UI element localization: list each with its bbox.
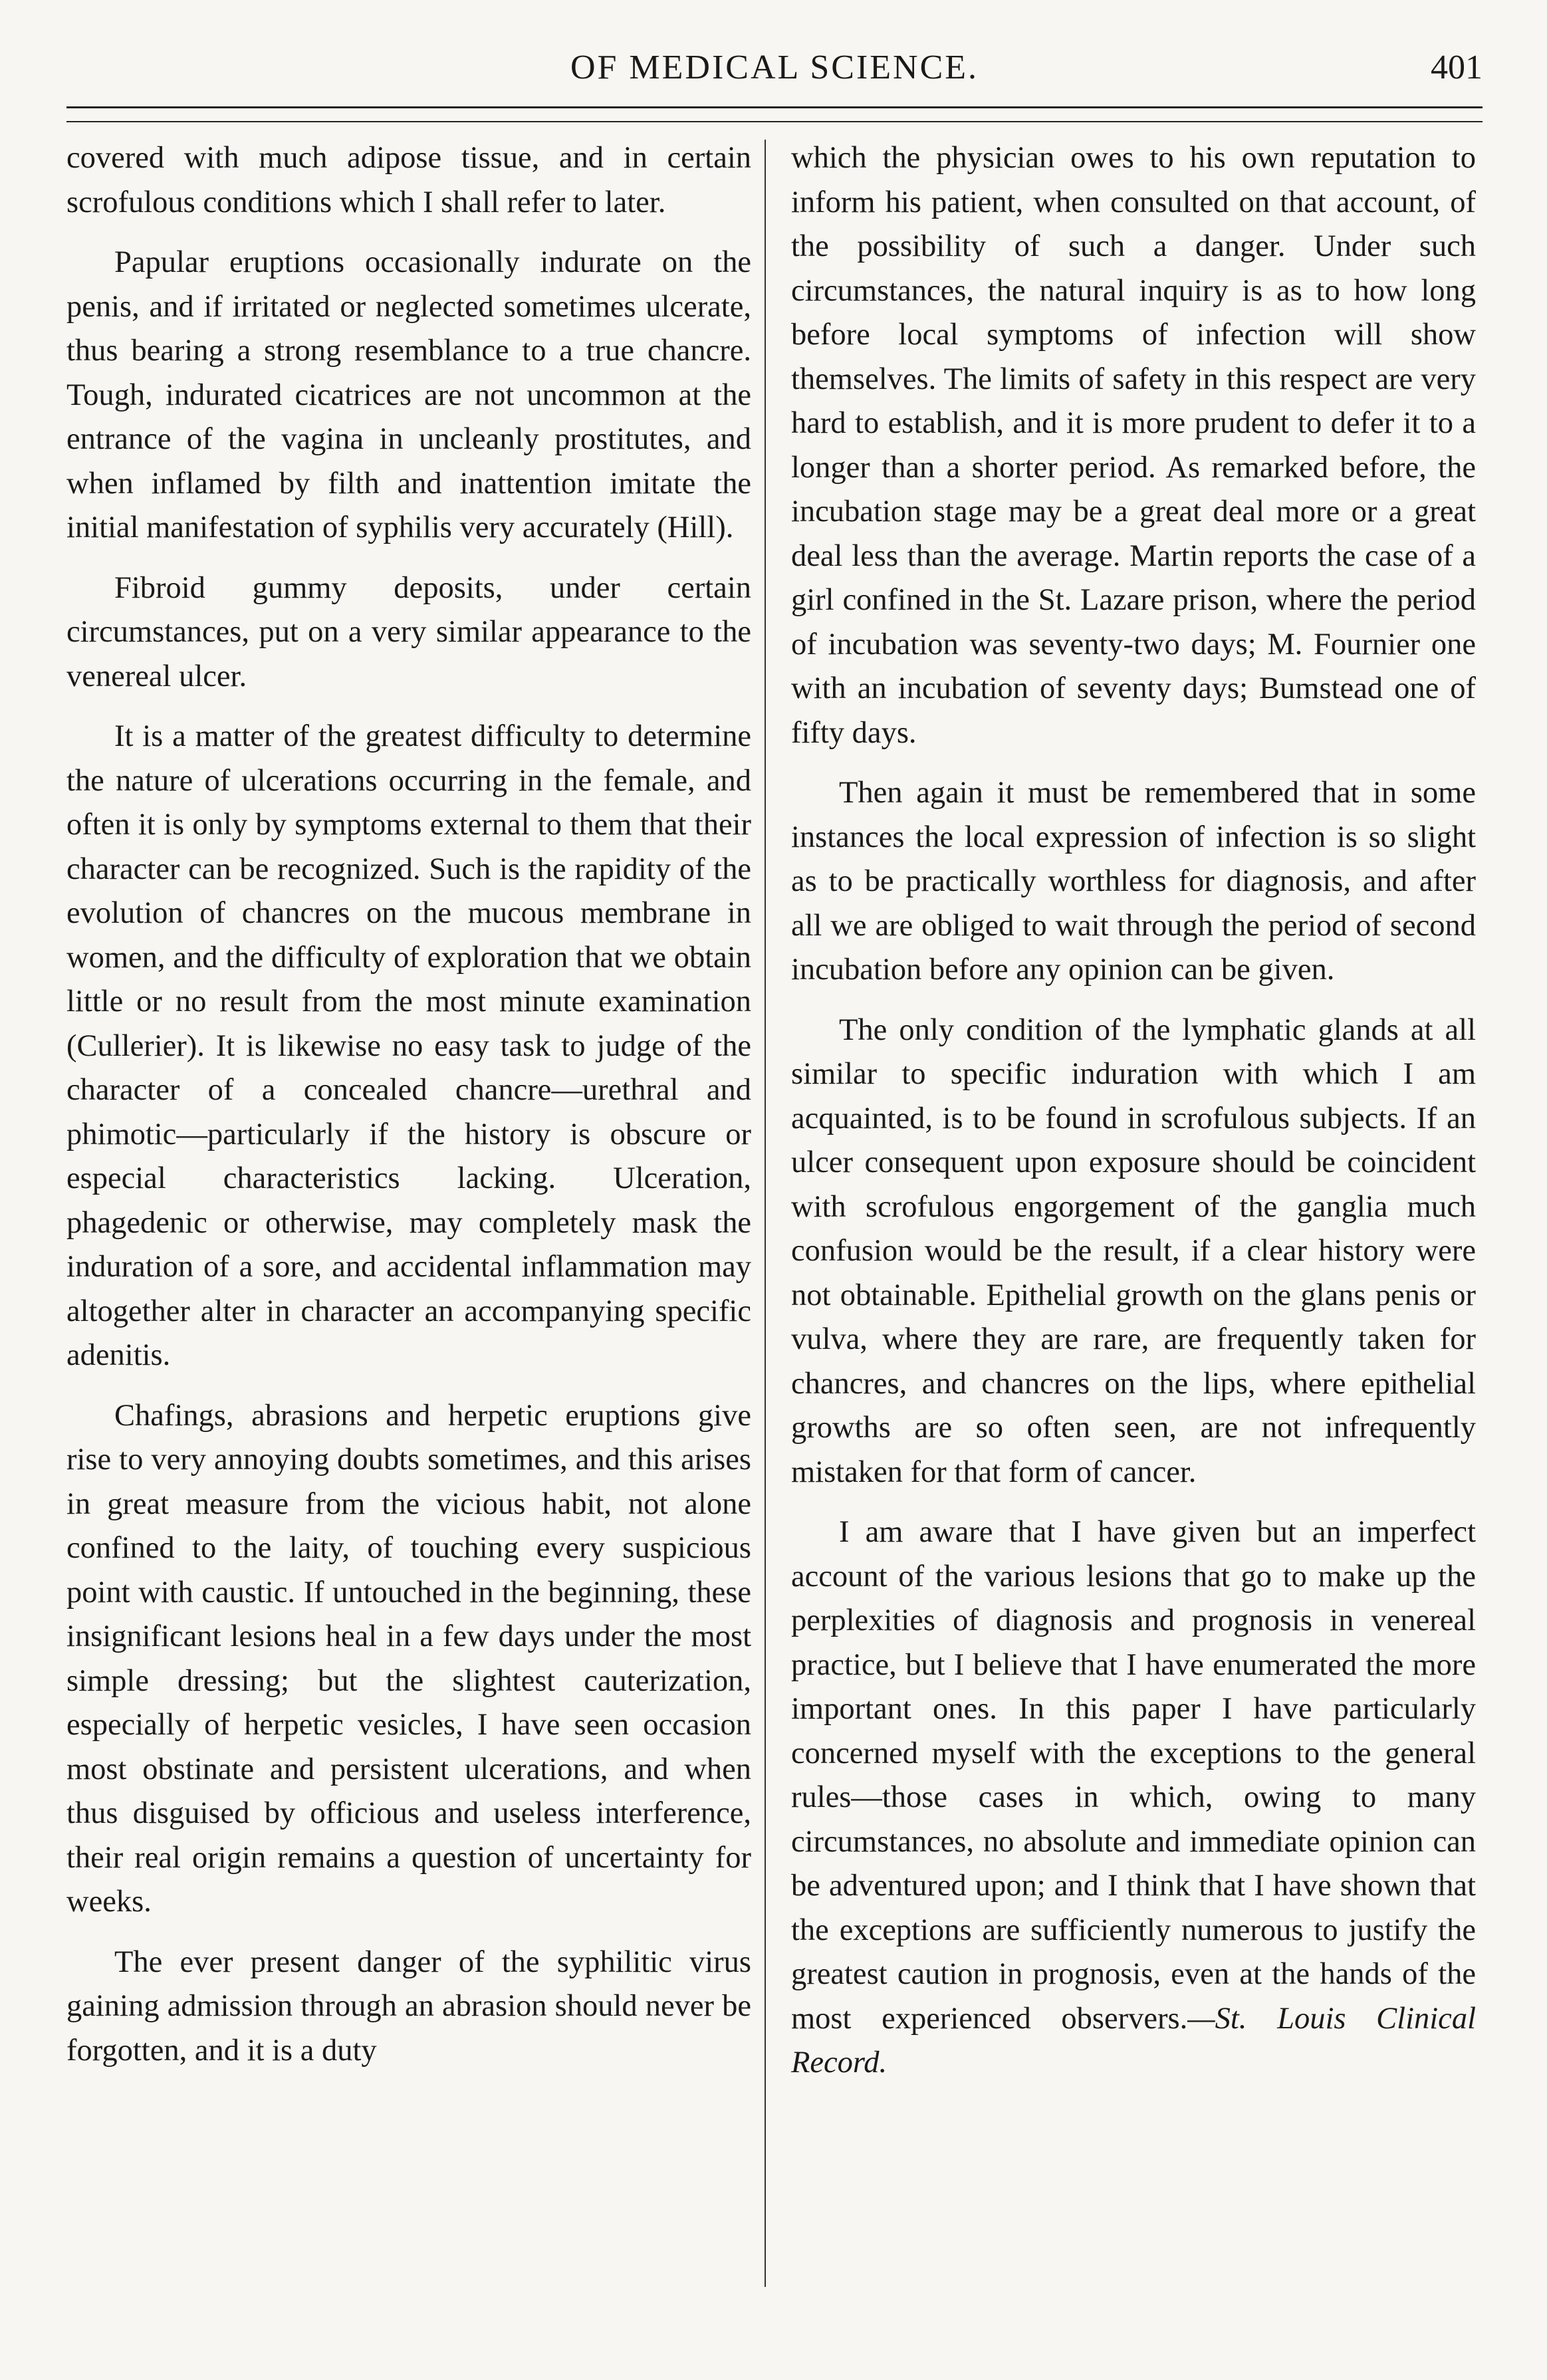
paragraph: Chafings, abrasions and herpetic eruptions give rise to very annoying doubts sometimes, and this arises in great measure from the vicious habit, not alone confined to the laity, of touching every suspicious point with caustic. If untouched in the beginning, these insignificant lesions heal in a few days under the most simple dressing; but the slightest cauterization, especially of herpetic vesicles, I have seen occasion most obstinate and persistent ulcerations, and when thus disguised by officious and useless interference, their real origin remains a question of uncertainty for weeks. [66, 1398, 751, 1919]
left-column [66, 136, 751, 2073]
closing-paragraph [791, 1510, 1476, 2085]
column-divider [765, 140, 766, 2287]
header-rule-bottom [66, 121, 1483, 122]
page-header [66, 40, 1483, 93]
right-column [791, 136, 1476, 2085]
paragraph: It is a matter of the greatest difficulty to determine the nature of ulcerations occurring in the female, and often it is only by symptoms external to them that their character can be recognized. Such is the rapidity of the evolution of chancres on the mucous membrane in women, and the difficulty of exploration that we obtain little or no result from the most minute examination (Cullerier). It is likewise no easy task to judge of the character of a concealed chancre—urethral and phimotic—particularly if the history is obscure or especial characteristics lacking. Ulceration, phagedenic or otherwise, may completely mask the induration of a sore, and accidental inflammation may altogether alter in character an accompanying specific adenitis. [66, 719, 751, 1372]
paragraph: Fibroid gummy deposits, under certain circumstances, put on a very similar appearance to the venereal ulcer. [66, 570, 751, 693]
paragraph: Then again it must be remembered that in some instances the local expression of infection is so slight as to be practically worthless for diagnosis, and after all we are obliged to wait through the period of second incubation before any opinion can be given. [791, 776, 1476, 987]
paragraph-text: I am aware that I have given but an imperfect account of the various lesions that go to make up the perplexities of diagnosis and prognosis in venereal practice, but I believe that I have enumerated the more important ones. In this paper I have particularly concerned myself with the exceptions to the general rules—those cases in which, owing to many circumstances, no absolute and immediate opinion can be adventured upon; and I think that I have shown that the exceptions are sufficiently numerous to justify the greatest caution in prognosis, even at the hands of the most experienced observers. [791, 1515, 1476, 2036]
paragraph: Papular eruptions occasionally indurate on the penis, and if irritated or neglected sometimes ulcerate, thus bearing a strong resemblance to a true chancre. Tough, indurated cicatrices are not uncommon at the entrance of the vagina in uncleanly prostitutes, and when inflamed by filth and inattention imitate the initial manifestation of syphilis very accurately (Hill). [66, 245, 751, 544]
page-number: 401 [1431, 49, 1483, 86]
paragraph: The only condition of the lymphatic glands at all similar to specific induration with which I am acquainted, is to be found in scrofulous subjects. If an ulcer consequent upon exposure should be coincident with scrofulous engorgement of the ganglia much confusion would be the result, if a clear history were not obtainable. Epithelial growth on the glans penis or vulva, where they are rare, are frequently taken for chancres, and chancres on the lips, where epithelial growths are so often seen, are not infrequently mistaken for that form of cancer. [791, 1012, 1476, 1489]
paragraph: covered with much adipose tissue, and in certain scrofulous conditions which I shall refer to later. [66, 141, 751, 219]
source-citation: —St. Louis Clinical Record. [791, 2001, 1476, 2080]
header-rule-top [66, 106, 1483, 108]
paragraph: which the physician owes to his own reputation to inform his patient, when consulted on that account, of the possibility of such a danger. Under such circumstances, the natural inquiry is as to how long before local symptoms of infection will show themselves. The limits of safety in this respect are very hard to establish, and it is more prudent to defer it to a longer than a shorter period. As remarked before, the incubation stage may be a great deal more or a great deal less than the average. Martin reports the case of a girl confined in the St. Lazare prison, where the period of incubation was seventy-two days; M. Fournier one with an incubation of seventy days; Bumstead one of fifty days. [791, 141, 1476, 750]
running-title: OF MEDICAL SCIENCE. [570, 49, 979, 86]
paragraph: The ever present danger of the syphilitic virus gaining admission through an abrasion should never be forgotten, and it is a duty [66, 1945, 751, 2068]
